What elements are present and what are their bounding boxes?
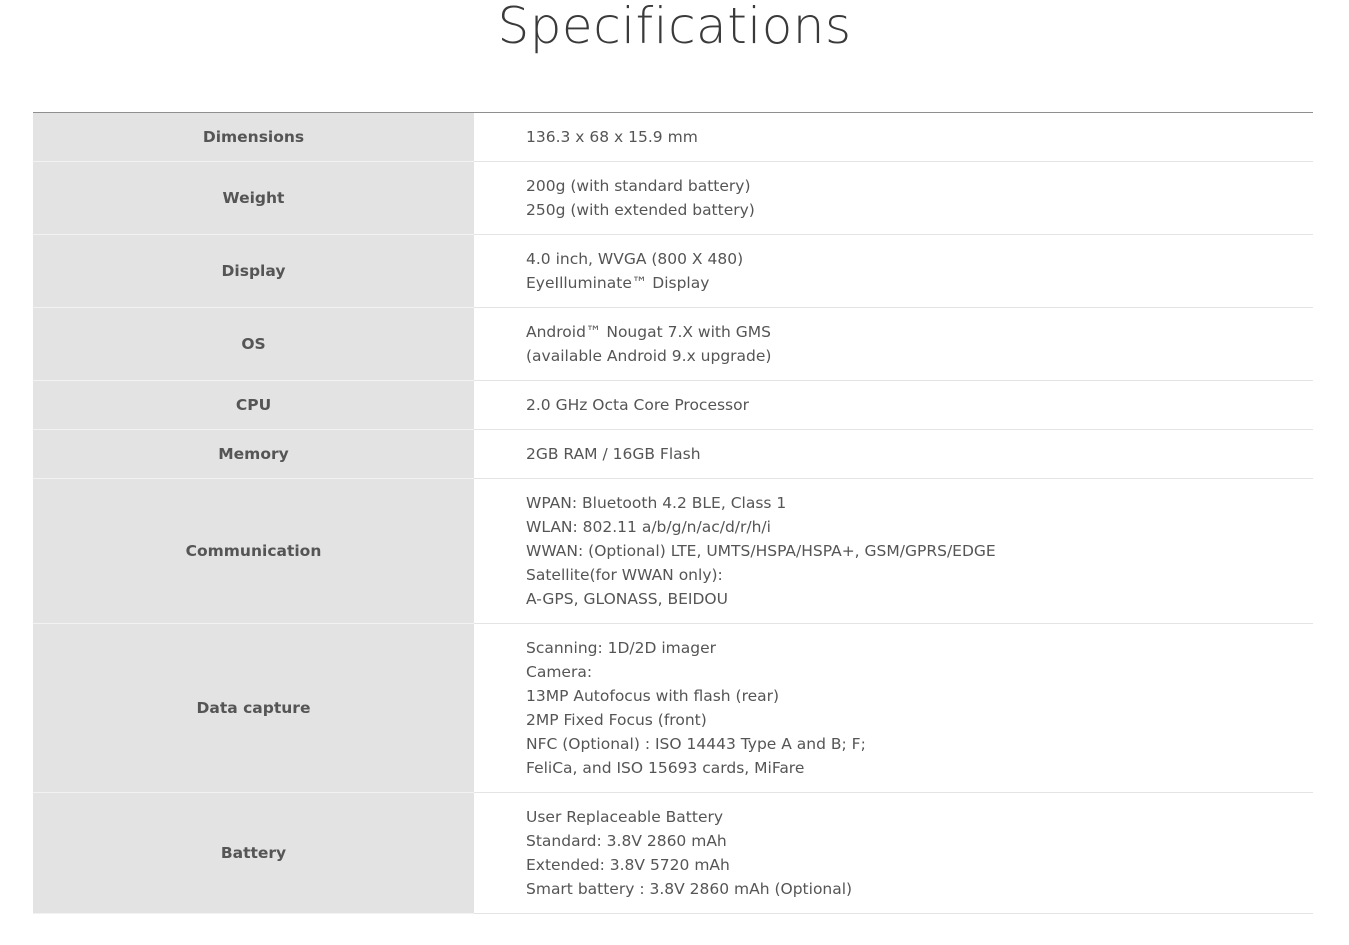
- spec-label: Display: [33, 235, 474, 308]
- spec-row: [33, 381, 1313, 430]
- spec-row: [33, 479, 1313, 624]
- spec-value: [474, 162, 1313, 234]
- spec-row: [33, 235, 1313, 308]
- spec-value-line: User Replaceable Battery: [526, 808, 724, 826]
- spec-value-line: Camera:: [526, 663, 593, 681]
- spec-value-line: Android™ Nougat 7.X with GMS: [526, 323, 771, 341]
- spec-value: [474, 235, 1313, 307]
- spec-value-line: 200g (with standard battery): [526, 177, 751, 195]
- spec-value: [474, 793, 1313, 913]
- spec-value-line: 136.3 x 68 x 15.9 mm: [526, 128, 698, 146]
- spec-label: OS: [33, 308, 474, 381]
- spec-row: [33, 113, 1313, 162]
- spec-row: [33, 430, 1313, 479]
- spec-row: [33, 308, 1313, 381]
- spec-label: Weight: [33, 162, 474, 235]
- spec-value-line: A-GPS, GLONASS, BEIDOU: [526, 590, 728, 608]
- spec-value-line: NFC (Optional) : ISO 14443 Type A and B; F;: [526, 735, 866, 753]
- spec-label: Battery: [33, 793, 474, 914]
- spec-row: [33, 793, 1313, 914]
- spec-value-line: 13MP Autofocus with flash (rear): [526, 687, 780, 705]
- spec-label: Communication: [33, 479, 474, 624]
- spec-value-line: WPAN: Bluetooth 4.2 BLE, Class 1: [526, 494, 787, 512]
- spec-value-line: Scanning: 1D/2D imager: [526, 639, 717, 657]
- spec-value: [474, 624, 1313, 792]
- spec-value-line: (available Android 9.x upgrade): [526, 347, 772, 365]
- spec-value-line: WWAN: (Optional) LTE, UMTS/HSPA/HSPA+, GSM/GPRS/EDGE: [526, 542, 996, 560]
- spec-row: [33, 624, 1313, 793]
- spec-row: [33, 162, 1313, 235]
- spec-value-line: 2GB RAM / 16GB Flash: [526, 445, 701, 463]
- spec-value-line: 2.0 GHz Octa Core Processor: [526, 396, 749, 414]
- spec-value: [474, 381, 1313, 429]
- page-title: Specifications: [497, 0, 852, 55]
- spec-value-line: Standard: 3.8V 2860 mAh: [526, 832, 727, 850]
- spec-value-line: Extended: 3.8V 5720 mAh: [526, 856, 730, 874]
- spec-value-line: 4.0 inch, WVGA (800 X 480): [526, 250, 744, 268]
- spec-value: [474, 479, 1313, 623]
- spec-value-line: EyeIlluminate™ Display: [526, 274, 710, 292]
- spec-value: [474, 430, 1313, 478]
- spec-value-line: 2MP Fixed Focus (front): [526, 711, 707, 729]
- spec-label: Data capture: [33, 624, 474, 793]
- spec-value-line: WLAN: 802.11 a/b/g/n/ac/d/r/h/i: [526, 518, 771, 536]
- spec-label: Dimensions: [33, 113, 474, 162]
- spec-value-line: FeliCa, and ISO 15693 cards, MiFare: [526, 759, 805, 777]
- spec-table: [33, 112, 1313, 914]
- spec-value: [474, 308, 1313, 380]
- spec-value-line: 250g (with extended battery): [526, 201, 755, 219]
- spec-label: CPU: [33, 381, 474, 430]
- spec-value: [474, 113, 1313, 161]
- spec-value-line: Smart battery : 3.8V 2860 mAh (Optional): [526, 880, 853, 898]
- spec-label: Memory: [33, 430, 474, 479]
- spec-value-line: Satellite(for WWAN only):: [526, 566, 723, 584]
